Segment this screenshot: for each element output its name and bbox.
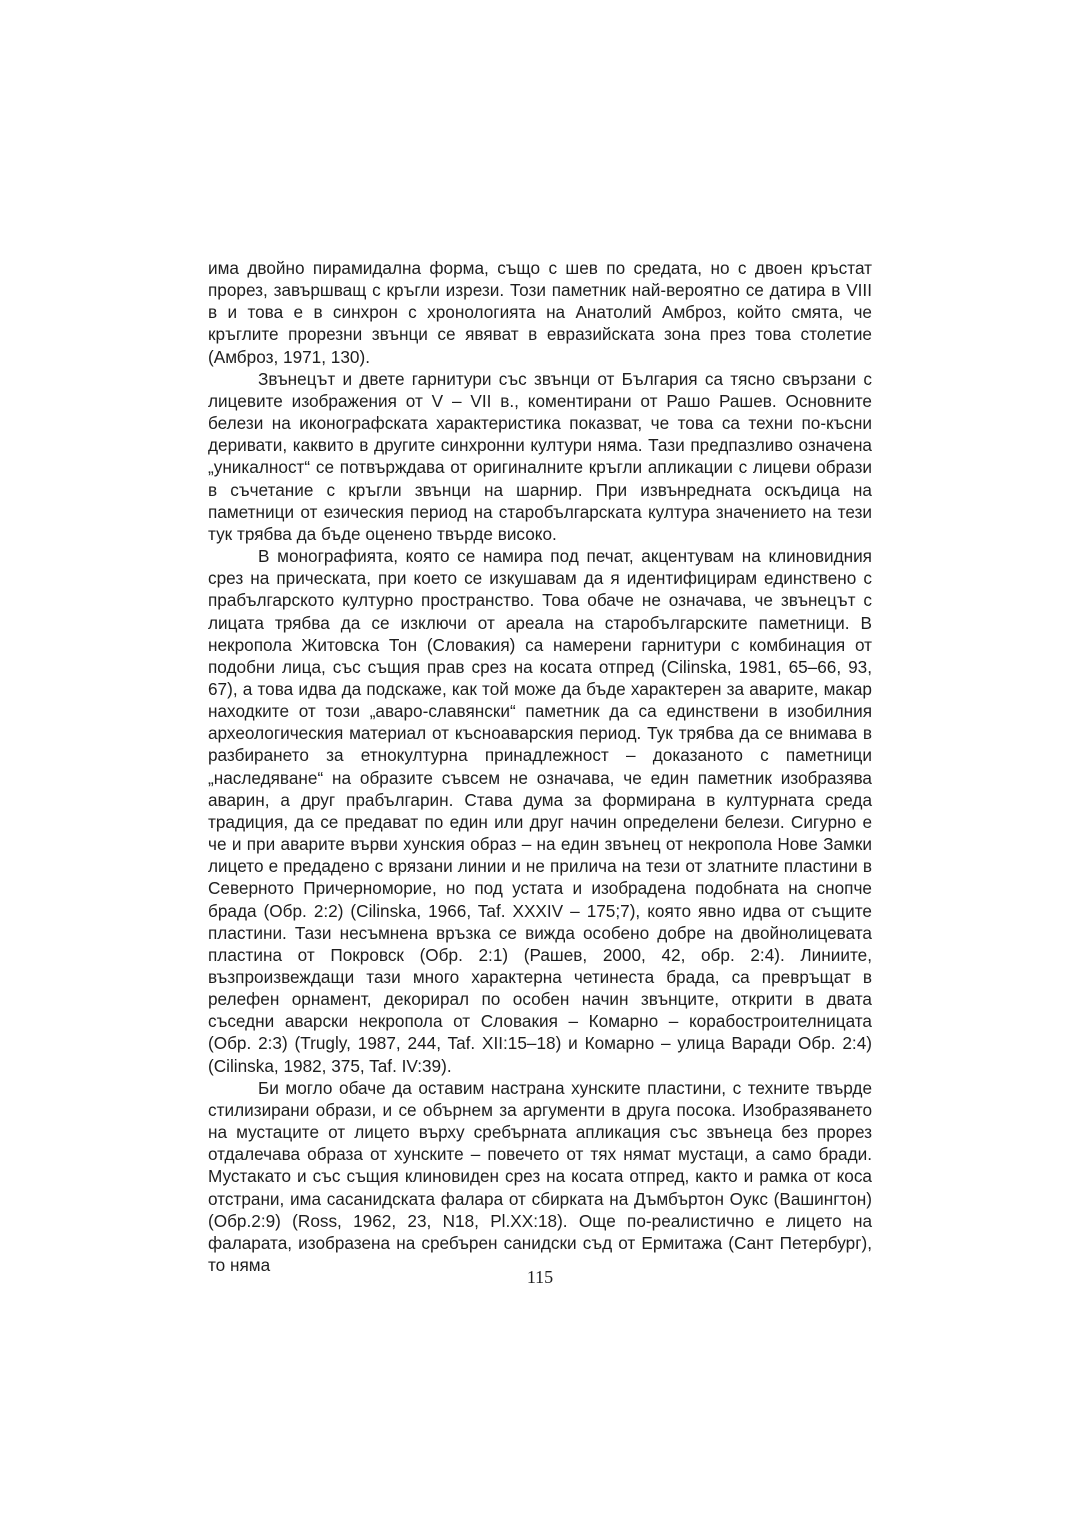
page-number: 115	[526, 1267, 554, 1287]
body-text	[208, 257, 872, 1276]
paragraph-4: Би могло обаче да оставим настрана хунските пластини, с техните твърде стилизирани образи, и се обърнем за аргументи в друга посока. Изобразяването на мустаците от лицето върху сребърната апликация със звънеца без прорез отдалечава образа от хунските – повечето от тях нямат мустаци, а само бради. Мустакато и със същия клиновиден срез на косата отпред, както и рамка от коса отстрани, има сасанидската фалара от сбирката на Дъмбъртон Оукс (Вашингтон) (Обр.2:9) (Ross, 1962, 23, N18, Pl.XX:18). Още по-реалистично е лицето на фаларата, изобразена на сребърен санидски съд от Ермитажа (Сант Петербург), то няма	[208, 1077, 872, 1276]
paragraph-2: Звънецът и двете гарнитури със звънци от България са тясно свързани с лицевите изображения от V – VII в., коментирани от Рашо Рашев. Основните белези на иконографската характеристика показват, че това са техни по-късни деривати, каквито в другите синхронни култури няма. Тази предпазливо означена „уникалност“ се потвърждава от оригиналните кръгли апликации с лицеви образи в съчетание с кръгли звънци на шарнир. При извънредната оскъдица на паметници от езическия период на старобългарската култура значението на тези тук трябва да бъде оценено твърде високо.	[208, 368, 872, 544]
paragraph-3: В монографията, която се намира под печат, акцентувам на клиновидния срез на прическата, при което се изкушавам да я идентифицирам единствено с прабългарското културно пространство. Това обаче не означава, че звънецът с лицата трябва да се изключи от ареала на старобългарските паметници. В некропола Житовска Тон (Словакия) са намерени гарнитури с комбинация от подобни лица, със същия прав срез на косата отпред (Cilinska, 1981, 65–66, 93, 67), а това идва да подскаже, как той може да бъде характерен за аварите, макар находките от този „аваро-славянски“ паметник да са единствени в изобилния археологическия материал от късноаварския период. Тук трябва да се внимава в разбирането за етнокултурна принадлежност – доказаното с паметници „наследяване“ на образите съвсем не означава, че един паметник изобразява аварин, а друг прабългарин. Става дума за формирана в културната среда традиция, да се предават по един или друг начин определени белези. Сигурно е че и при аварите върви хунския образ – на един звънец от некропола Нове Замки лицето е предадено с врязани линии и не прилича на тези от златните пластини в Северното Причерноморие, но под устата и изобрадена подобната на снопче брада (Обр. 2:2) (Cilinska, 1966, Taf. XXXIV – 175;7), която явно идва от същите пластини. Тази несъмнена връзка се вижда особено добре на двойнолицевата пластина от Покровск (Обр. 2:1) (Рашев, 2000, 42, обр. 2:4). Линиите, възпроизвеждащи тази много характерна четинеста брада, са превръщат в релефен орнамент, декорирал по особен начин звънците, открити в двата съседни аварски некропола от Словакия – Комарно – корабостроителницата (Обр. 2:3) (Trugly, 1987, 244, Taf. XII:15–18) и Комарно – улица Варади Обр. 2:4) (Cilinska, 1982, 375, Taf. IV:39).	[208, 546, 872, 1076]
paragraph-1: има двойно пирамидална форма, също с шев по средата, но с двоен кръстат прорез, завършващ с кръгли изрези. Този паметник най-вероятно се датира в VIII в и това е в синхрон с хронологията на Анатолий Амброз, който смята, че кръглите прорезни звънци се явяват в евразийската зона през това столетие (Амброз, 1971, 130).	[208, 258, 872, 367]
